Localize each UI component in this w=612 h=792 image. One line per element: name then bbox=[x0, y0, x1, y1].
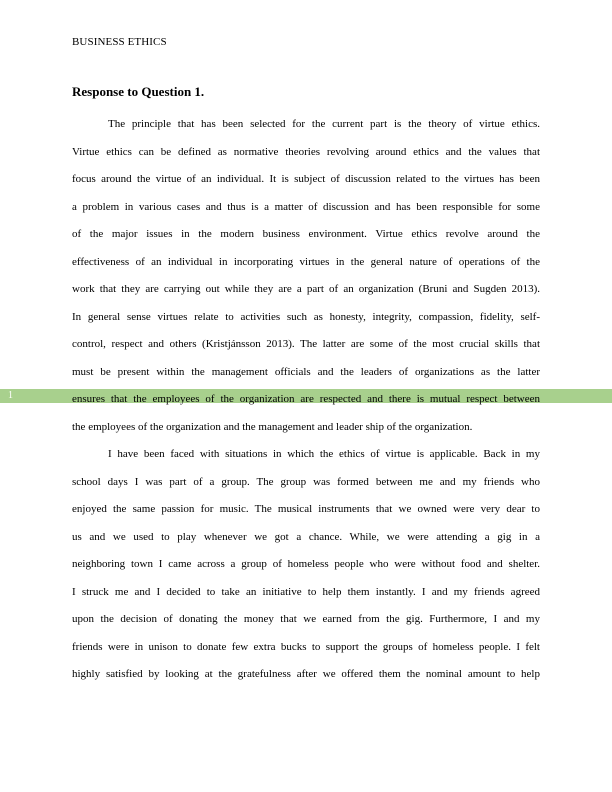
paragraph-2-line: us and we used to play whenever we got a chance. While, we were attending a gig in a bbox=[72, 530, 540, 543]
body-text bbox=[72, 111, 540, 689]
paragraph-1-line: In general sense virtues relate to activities such as honesty, integrity, compassion, fidelity, self- bbox=[72, 310, 540, 323]
paragraph-1-line: focus around the virtue of an individual. It is subject of discussion related to the virtues has been bbox=[72, 173, 540, 185]
paragraph-2-line: I have been faced with situations in which the ethics of virtue is applicable. Back in my bbox=[108, 448, 540, 460]
paragraph-2-line: neighboring town I came across a group of homeless people who were without food and shelter. bbox=[72, 558, 540, 570]
paragraph-1-line: ensures that the employees of the organization are respected and there is mutual respect between bbox=[72, 393, 540, 405]
paragraph-2-line: enjoyed the same passion for music. The musical instruments that we owned were very dear to bbox=[72, 503, 540, 515]
paragraph-2-line: friends were in unison to donate few extra bucks to support the groups of homeless people. I felt bbox=[72, 640, 540, 653]
paragraph-1-line: the employees of the organization and the management and leader ship of the organization. bbox=[72, 420, 473, 433]
paragraph-2-line: upon the decision of donating the money that we earned from the gig. Furthermore, I and my bbox=[72, 613, 540, 625]
line-number-marker: 1 bbox=[8, 390, 13, 401]
paragraph-1-line: must be present within the management officials and the leaders of organizations as the latter bbox=[72, 365, 540, 378]
paragraph-1-line: effectiveness of an individual in incorporating virtues in the general nature of operations of the bbox=[72, 255, 540, 268]
paragraph-1-line: The principle that has been selected for the current part is the theory of virtue ethics. bbox=[108, 118, 540, 130]
paragraph-2-line: school days I was part of a group. The group was formed between me and my friends who bbox=[72, 475, 540, 488]
running-head: BUSINESS ETHICS bbox=[72, 36, 167, 48]
paragraph-1-line: work that they are carrying out while they are a part of an organization (Bruni and Sugden 2013). bbox=[72, 283, 540, 295]
paragraph-1-line: Virtue ethics can be defined as normative theories revolving around ethics and the values that bbox=[72, 145, 540, 158]
section-heading: Response to Question 1. bbox=[72, 84, 205, 99]
paragraph-1-line: a problem in various cases and thus is a matter of discussion and has been responsible for some bbox=[72, 200, 540, 213]
paragraph-1-line: control, respect and others (Kristjánsson 2013). The latter are some of the most crucial skills that bbox=[72, 338, 540, 350]
paragraph-2-line: highly satisfied by looking at the gratefulness after we offered them the nominal amount to help bbox=[72, 668, 540, 680]
paragraph-1-line: of the major issues in the modern business environment. Virtue ethics revolve around the bbox=[72, 228, 540, 240]
paragraph-2-line: I struck me and I decided to take an initiative to help them instantly. I and my friends agreed bbox=[72, 585, 540, 598]
